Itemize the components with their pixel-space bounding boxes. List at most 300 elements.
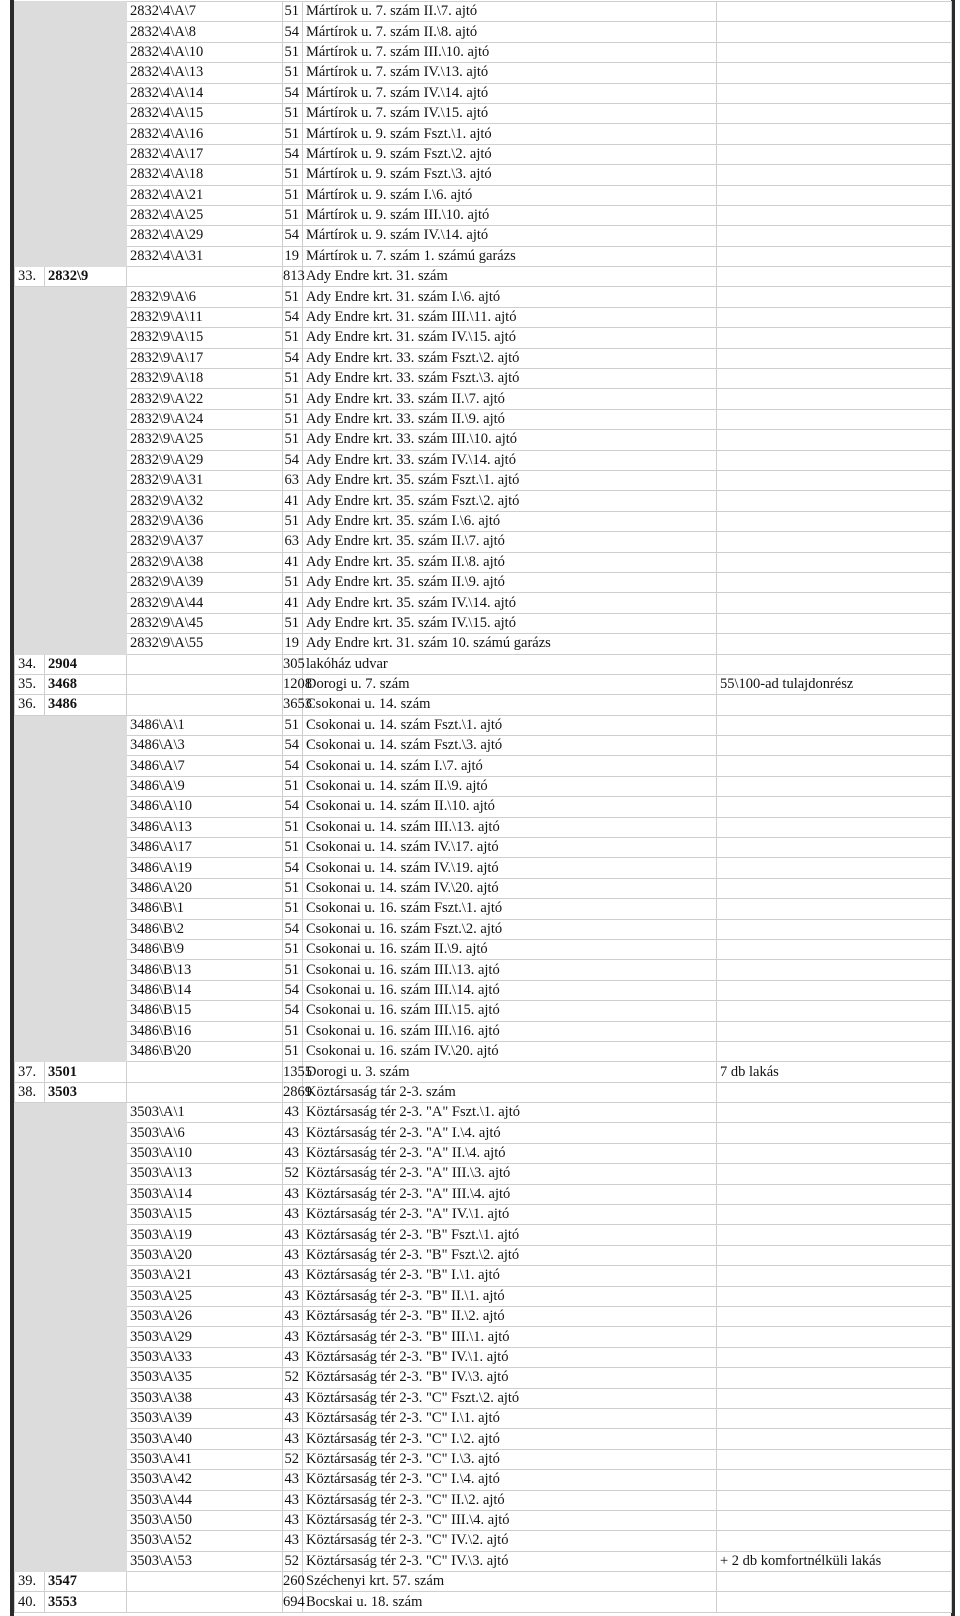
parcel-number: 3486 (45, 695, 127, 715)
table-row (15, 1184, 952, 1204)
address: Köztársaság tér 2-3. "B" II.\2. ajtó (303, 1307, 717, 1327)
item-number (15, 1205, 45, 1225)
area-value: 41 (283, 491, 303, 511)
property-register-table (14, 1, 952, 1613)
note (717, 1103, 952, 1123)
note (717, 695, 952, 715)
item-number (15, 430, 45, 450)
note (717, 1592, 952, 1612)
table-row (15, 42, 952, 62)
table-row (15, 715, 952, 735)
sub-parcel-number: 3486\B\20 (127, 1041, 283, 1061)
parcel-number (45, 899, 127, 919)
sub-parcel-number: 2832\4\A\29 (127, 226, 283, 246)
sub-parcel-number: 3486\B\9 (127, 939, 283, 959)
area-value: 54 (283, 858, 303, 878)
note (717, 226, 952, 246)
area-value: 43 (283, 1327, 303, 1347)
parcel-number (45, 1001, 127, 1021)
item-number (15, 1307, 45, 1327)
parcel-number (45, 246, 127, 266)
sub-parcel-number: 3486\A\9 (127, 776, 283, 796)
parcel-number (45, 205, 127, 225)
address: Mártírok u. 7. szám II.\7. ajtó (303, 2, 717, 22)
area-value: 51 (283, 42, 303, 62)
item-number (15, 1388, 45, 1408)
note (717, 613, 952, 633)
note (717, 1021, 952, 1041)
table-row (15, 22, 952, 42)
area-value: 52 (283, 1368, 303, 1388)
sub-parcel-number: 2832\9\A\17 (127, 348, 283, 368)
sub-parcel-number: 3503\A\20 (127, 1245, 283, 1265)
parcel-number (45, 1388, 127, 1408)
address: Bocskai u. 18. szám (303, 1592, 717, 1612)
table-row (15, 205, 952, 225)
sub-parcel-number: 3503\A\21 (127, 1266, 283, 1286)
sub-parcel-number: 3486\A\20 (127, 878, 283, 898)
item-number (15, 1001, 45, 1021)
sub-parcel-number: 3486\A\17 (127, 838, 283, 858)
parcel-number: 2904 (45, 654, 127, 674)
item-number (15, 776, 45, 796)
area-value: 41 (283, 552, 303, 572)
note (717, 776, 952, 796)
parcel-number (45, 22, 127, 42)
note (717, 1205, 952, 1225)
address: Ady Endre krt. 35. szám II.\8. ajtó (303, 552, 717, 572)
note (717, 144, 952, 164)
note (717, 409, 952, 429)
address: Mártírok u. 7. szám II.\8. ajtó (303, 22, 717, 42)
note (717, 328, 952, 348)
address: Köztársaság tér 2-3. "C" I.\3. ajtó (303, 1449, 717, 1469)
address: Csokonai u. 16. szám III.\15. ajtó (303, 1001, 717, 1021)
table-row (15, 1266, 952, 1286)
note (717, 899, 952, 919)
table-row (15, 511, 952, 531)
area-value: 51 (283, 205, 303, 225)
area-value: 43 (283, 1184, 303, 1204)
table-row (15, 674, 952, 694)
table-row (15, 1123, 952, 1143)
address: Dorogi u. 3. szám (303, 1062, 717, 1082)
table-row (15, 1205, 952, 1225)
sub-parcel-number (127, 654, 283, 674)
note (717, 63, 952, 83)
note (717, 1082, 952, 1102)
table-row (15, 1470, 952, 1490)
sub-parcel-number (127, 1062, 283, 1082)
item-number (15, 572, 45, 592)
parcel-number (45, 878, 127, 898)
item-number (15, 511, 45, 531)
table-row (15, 348, 952, 368)
table-row (15, 756, 952, 776)
table-row (15, 1225, 952, 1245)
note (717, 756, 952, 776)
table-row (15, 369, 952, 389)
address: Csokonai u. 14. szám I.\7. ajtó (303, 756, 717, 776)
address: Csokonai u. 16. szám II.\9. ajtó (303, 939, 717, 959)
sub-parcel-number: 2832\9\A\37 (127, 532, 283, 552)
note: 55\100-ad tulajdonrész (717, 674, 952, 694)
item-number (15, 858, 45, 878)
table-row (15, 1143, 952, 1163)
area-value: 3653 (283, 695, 303, 715)
address: Mártírok u. 9. szám IV.\14. ajtó (303, 226, 717, 246)
item-number: 33. (15, 267, 45, 287)
sub-parcel-number: 2832\9\A\38 (127, 552, 283, 572)
address: Köztársaság tér 2-3. "C" I.\4. ajtó (303, 1470, 717, 1490)
address: Mártírok u. 9. szám Fszt.\2. ajtó (303, 144, 717, 164)
note (717, 1531, 952, 1551)
area-value: 54 (283, 980, 303, 1000)
parcel-number (45, 1184, 127, 1204)
parcel-number (45, 939, 127, 959)
item-number (15, 939, 45, 959)
note (717, 715, 952, 735)
note (717, 185, 952, 205)
item-number (15, 1429, 45, 1449)
item-number (15, 470, 45, 490)
area-value: 51 (283, 430, 303, 450)
item-number (15, 185, 45, 205)
area-value: 54 (283, 348, 303, 368)
table-row (15, 63, 952, 83)
sub-parcel-number: 3486\B\13 (127, 960, 283, 980)
note (717, 205, 952, 225)
area-value: 51 (283, 817, 303, 837)
address: Csokonai u. 16. szám III.\14. ajtó (303, 980, 717, 1000)
area-value: 54 (283, 797, 303, 817)
note (717, 878, 952, 898)
note (717, 450, 952, 470)
area-value: 52 (283, 1449, 303, 1469)
address: Csokonai u. 14. szám Fszt.\1. ajtó (303, 715, 717, 735)
address: Csokonai u. 14. szám IV.\19. ajtó (303, 858, 717, 878)
note (717, 348, 952, 368)
sub-parcel-number: 2832\9\A\15 (127, 328, 283, 348)
address: Köztársaság tér 2-3. "C" III.\4. ajtó (303, 1510, 717, 1530)
sub-parcel-number: 2832\9\A\44 (127, 593, 283, 613)
item-number (15, 552, 45, 572)
parcel-number (45, 593, 127, 613)
area-value: 54 (283, 22, 303, 42)
area-value: 51 (283, 939, 303, 959)
parcel-number (45, 1449, 127, 1469)
area-value: 51 (283, 838, 303, 858)
item-number (15, 1551, 45, 1571)
area-value: 54 (283, 1001, 303, 1021)
area-value: 63 (283, 470, 303, 490)
parcel-number (45, 1327, 127, 1347)
table-row (15, 491, 952, 511)
parcel-number (45, 287, 127, 307)
parcel-number: 3503 (45, 1082, 127, 1102)
note (717, 939, 952, 959)
parcel-number (45, 389, 127, 409)
item-number (15, 2, 45, 22)
parcel-number: 2832\9 (45, 267, 127, 287)
area-value: 305 (283, 654, 303, 674)
parcel-number (45, 430, 127, 450)
item-number (15, 1286, 45, 1306)
area-value: 43 (283, 1266, 303, 1286)
table-row (15, 307, 952, 327)
parcel-number (45, 2, 127, 22)
parcel-number (45, 369, 127, 389)
table-row (15, 470, 952, 490)
sub-parcel-number: 3503\A\38 (127, 1388, 283, 1408)
parcel-number (45, 797, 127, 817)
table-row (15, 1082, 952, 1102)
sub-parcel-number: 2832\4\A\14 (127, 83, 283, 103)
address: Köztársaság tér 2-3. "C" IV.\2. ajtó (303, 1531, 717, 1551)
note (717, 1327, 952, 1347)
address: Csokonai u. 14. szám Fszt.\3. ajtó (303, 736, 717, 756)
item-number (15, 226, 45, 246)
address: Köztársaság tér 2-3. "C" I.\2. ajtó (303, 1429, 717, 1449)
parcel-number (45, 776, 127, 796)
item-number (15, 389, 45, 409)
item-number (15, 634, 45, 654)
table-row (15, 817, 952, 837)
address: Köztársaság tér 2-3. "A" II.\4. ajtó (303, 1143, 717, 1163)
parcel-number (45, 1347, 127, 1367)
sub-parcel-number: 2832\9\A\25 (127, 430, 283, 450)
sub-parcel-number: 2832\9\A\22 (127, 389, 283, 409)
table-row (15, 878, 952, 898)
note (717, 287, 952, 307)
note (717, 797, 952, 817)
sub-parcel-number: 3486\A\19 (127, 858, 283, 878)
area-value: 51 (283, 287, 303, 307)
parcel-number (45, 1225, 127, 1245)
table-row (15, 1510, 952, 1530)
table-row (15, 124, 952, 144)
area-value: 43 (283, 1245, 303, 1265)
note (717, 593, 952, 613)
item-number (15, 797, 45, 817)
address: Köztársaság tér 2-3. "B" III.\1. ajtó (303, 1327, 717, 1347)
area-value: 2869 (283, 1082, 303, 1102)
area-value: 63 (283, 532, 303, 552)
address: Széchenyi krt. 57. szám (303, 1572, 717, 1592)
item-number (15, 450, 45, 470)
parcel-number (45, 919, 127, 939)
table-row (15, 83, 952, 103)
area-value: 43 (283, 1123, 303, 1143)
item-number (15, 1368, 45, 1388)
area-value: 43 (283, 1490, 303, 1510)
area-value: 52 (283, 1164, 303, 1184)
note: + 2 db komfortnélküli lakás (717, 1551, 952, 1571)
area-value: 51 (283, 165, 303, 185)
parcel-number (45, 124, 127, 144)
address: Csokonai u. 16. szám III.\13. ajtó (303, 960, 717, 980)
item-number: 35. (15, 674, 45, 694)
table-row (15, 776, 952, 796)
note (717, 634, 952, 654)
sub-parcel-number (127, 267, 283, 287)
item-number: 39. (15, 1572, 45, 1592)
note (717, 22, 952, 42)
address: Köztársaság tér 2-3. "B" Fszt.\2. ajtó (303, 1245, 717, 1265)
item-number: 36. (15, 695, 45, 715)
parcel-number (45, 165, 127, 185)
note (717, 1184, 952, 1204)
sub-parcel-number: 3486\B\15 (127, 1001, 283, 1021)
item-number: 38. (15, 1082, 45, 1102)
address: Ady Endre krt. 31. szám 10. számú garázs (303, 634, 717, 654)
address: Csokonai u. 14. szám (303, 695, 717, 715)
item-number (15, 1184, 45, 1204)
parcel-number (45, 1551, 127, 1571)
parcel-number (45, 42, 127, 62)
address: Mártírok u. 7. szám III.\10. ajtó (303, 42, 717, 62)
note (717, 1347, 952, 1367)
area-value: 43 (283, 1347, 303, 1367)
address: Mártírok u. 7. szám IV.\13. ajtó (303, 63, 717, 83)
note (717, 1449, 952, 1469)
note (717, 552, 952, 572)
parcel-number: 3553 (45, 1592, 127, 1612)
item-number (15, 409, 45, 429)
item-number (15, 369, 45, 389)
sub-parcel-number: 3503\A\50 (127, 1510, 283, 1530)
parcel-number: 3501 (45, 1062, 127, 1082)
area-value: 43 (283, 1531, 303, 1551)
item-number (15, 1490, 45, 1510)
item-number (15, 736, 45, 756)
table-row (15, 552, 952, 572)
area-value: 19 (283, 634, 303, 654)
item-number (15, 307, 45, 327)
table-row (15, 1531, 952, 1551)
note (717, 307, 952, 327)
parcel-number (45, 552, 127, 572)
sub-parcel-number: 2832\4\A\18 (127, 165, 283, 185)
address: Köztársaság tér 2-3. "C" IV.\3. ajtó (303, 1551, 717, 1571)
table-row (15, 287, 952, 307)
item-number (15, 165, 45, 185)
note (717, 1572, 952, 1592)
sub-parcel-number: 3503\A\15 (127, 1205, 283, 1225)
table-row (15, 634, 952, 654)
item-number (15, 328, 45, 348)
note (717, 572, 952, 592)
table-row (15, 858, 952, 878)
area-value: 1355 (283, 1062, 303, 1082)
parcel-number (45, 980, 127, 1000)
sub-parcel-number: 2832\4\A\7 (127, 2, 283, 22)
sub-parcel-number: 3503\A\52 (127, 1531, 283, 1551)
note (717, 1225, 952, 1245)
table-row (15, 960, 952, 980)
sub-parcel-number: 3486\A\7 (127, 756, 283, 776)
parcel-number (45, 1490, 127, 1510)
area-value: 1208 (283, 674, 303, 694)
sub-parcel-number: 2832\4\A\8 (127, 22, 283, 42)
item-number (15, 838, 45, 858)
address: Ady Endre krt. 33. szám Fszt.\3. ajtó (303, 369, 717, 389)
note (717, 1245, 952, 1265)
parcel-number (45, 1123, 127, 1143)
note (717, 1490, 952, 1510)
note (717, 1001, 952, 1021)
area-value: 51 (283, 878, 303, 898)
area-value: 43 (283, 1470, 303, 1490)
parcel-number (45, 1041, 127, 1061)
sub-parcel-number: 2832\9\A\39 (127, 572, 283, 592)
sub-parcel-number: 2832\9\A\24 (127, 409, 283, 429)
sub-parcel-number (127, 1572, 283, 1592)
area-value: 54 (283, 83, 303, 103)
parcel-number: 3547 (45, 1572, 127, 1592)
table-row (15, 532, 952, 552)
note (717, 369, 952, 389)
area-value: 43 (283, 1429, 303, 1449)
sub-parcel-number: 2832\9\A\6 (127, 287, 283, 307)
item-number (15, 1245, 45, 1265)
item-number (15, 491, 45, 511)
area-value: 43 (283, 1408, 303, 1428)
table-row (15, 450, 952, 470)
area-value: 54 (283, 736, 303, 756)
sub-parcel-number: 2832\9\A\31 (127, 470, 283, 490)
area-value: 51 (283, 613, 303, 633)
note (717, 654, 952, 674)
sub-parcel-number: 3503\A\41 (127, 1449, 283, 1469)
area-value: 51 (283, 124, 303, 144)
note (717, 83, 952, 103)
note (717, 491, 952, 511)
sub-parcel-number: 3486\B\2 (127, 919, 283, 939)
parcel-number (45, 511, 127, 531)
address: Ady Endre krt. 31. szám I.\6. ajtó (303, 287, 717, 307)
parcel-number (45, 83, 127, 103)
item-number (15, 124, 45, 144)
table-row (15, 1368, 952, 1388)
address: Ady Endre krt. 31. szám IV.\15. ajtó (303, 328, 717, 348)
address: Ady Endre krt. 33. szám III.\10. ajtó (303, 430, 717, 450)
table-row (15, 572, 952, 592)
area-value: 19 (283, 246, 303, 266)
item-number (15, 1041, 45, 1061)
item-number (15, 63, 45, 83)
parcel-number (45, 817, 127, 837)
address: Ady Endre krt. 35. szám Fszt.\2. ajtó (303, 491, 717, 511)
sub-parcel-number: 3503\A\40 (127, 1429, 283, 1449)
table-row (15, 593, 952, 613)
item-number (15, 899, 45, 919)
sub-parcel-number: 2832\4\A\13 (127, 63, 283, 83)
note (717, 1368, 952, 1388)
note (717, 1429, 952, 1449)
address: Csokonai u. 16. szám III.\16. ajtó (303, 1021, 717, 1041)
sub-parcel-number: 2832\9\A\29 (127, 450, 283, 470)
table-row (15, 389, 952, 409)
note (717, 165, 952, 185)
address: Köztársaság tér 2-3. "A" Fszt.\1. ajtó (303, 1103, 717, 1123)
parcel-number (45, 1245, 127, 1265)
parcel-number (45, 185, 127, 205)
table-row (15, 1307, 952, 1327)
parcel-number (45, 409, 127, 429)
sub-parcel-number: 3503\A\42 (127, 1470, 283, 1490)
area-value: 41 (283, 593, 303, 613)
